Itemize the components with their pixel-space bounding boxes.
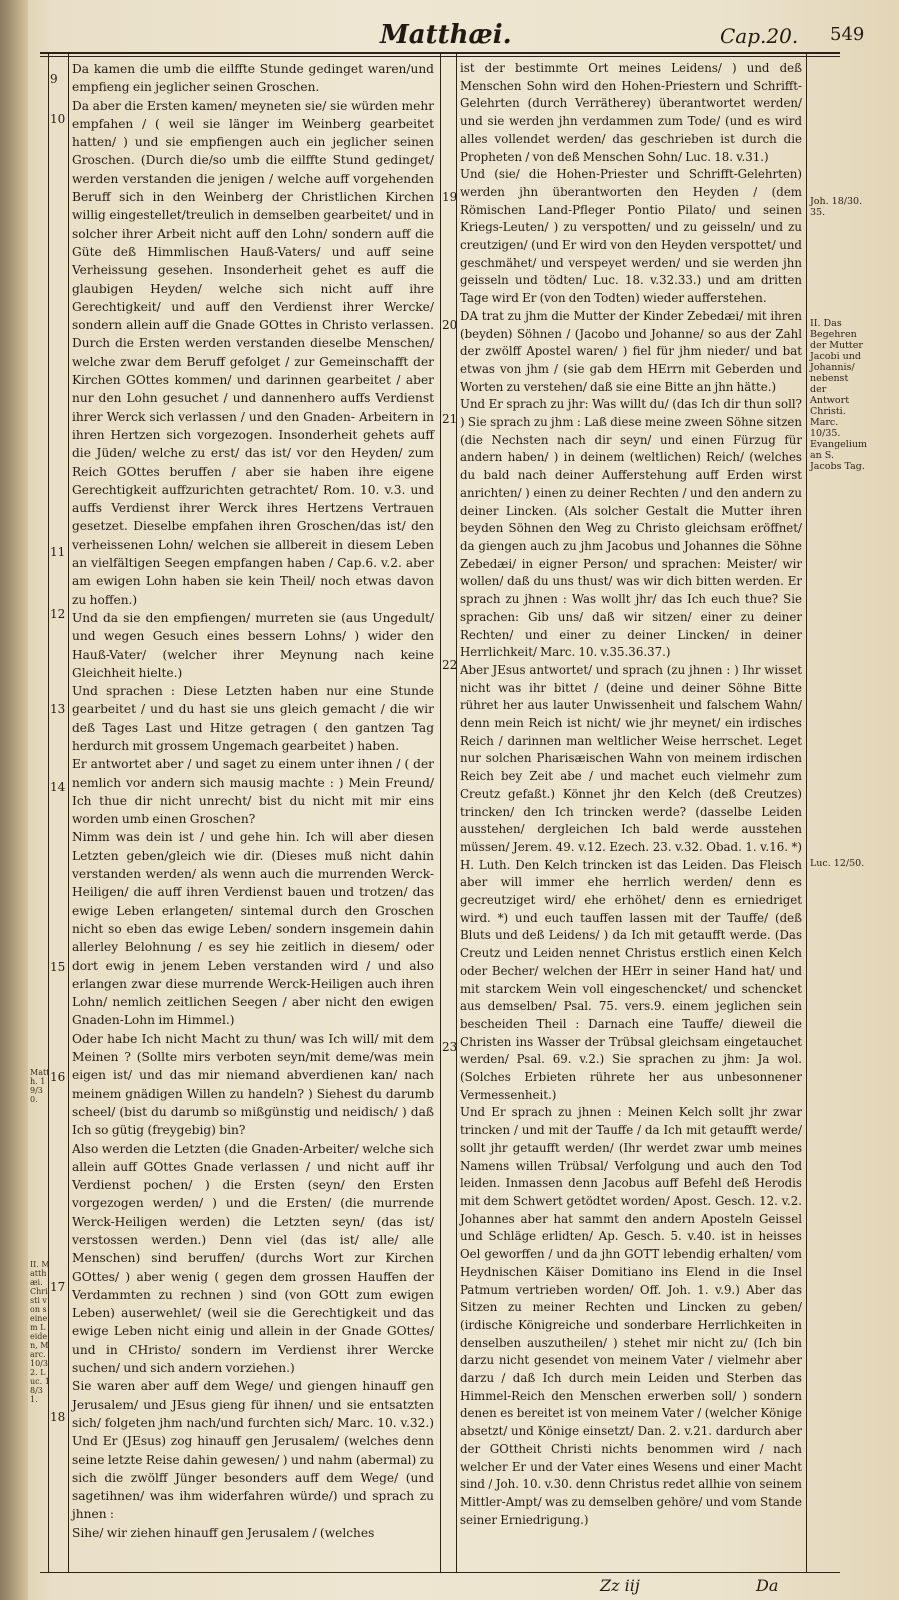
verse-number: 18 <box>50 1410 66 1424</box>
verse-text: Aber JEsus antwortet/ und sprach (zu jhnen : ) Ihr wisset nicht was ihr bittet / (deine und deiner Söhne Bitte rühret her aus lauter Unwissenheit und falschem Wahn/ denn mein Reich ist nicht/ wie jhr meynet/ ein irdisches Reich / darinnen man weltlicher Weise herrschet. Leget nur solchen Pharisæischen Wahn von meinem irdischen Reich bey Zeit abe / und machet euch vielmehr zum Creutz gefaßt.) Könnet jhr den Kelch (deß Creutzes) trincken/ den Ich trincken werde? (dasselbe Leiden ausstehen/ dergleichen Ich bald werde ausstehen müssen/ Jerem. 49. v.12. Ezech. 23. v.32. Obad. 1. v.16. *) H. Luth. Den Kelch trincken ist das Leiden. Das Fleisch aber will immer ehe herrlich werden/ denn es gecreutziget wird/ ehe erhöhet/ denn es erniedriget wird. *) und euch tauffen lassen mit der Tauffe/ (deß Bluts und deß Leidens/ ) da Ich mit getaufft werde. (Das Creutz und Leiden nennet Christus erstlich einen Kelch oder Becher/ welchen der HErr in seiner Hand hat/ und mit starckem Wein voll eingeschencket/ und schencket aus demselben/ Psal. 75. vers.9. einem jeglichen sein bescheiden Theil : Darnach eine Tauffe/ dieweil die Christen ins Wasser der Trübsal gleichsam eingetauchet werden/ Psal. 69. v.2.) Sie sprachen zu jhm: Ja wol. (Solches Erbieten rührete her aus unbesonnener Vermessenheit.) <box>460 662 802 1102</box>
margin-note: II. Das Begehren der Mutter Jacobi und Johannis/ nebenst der Antwort Christi. Marc. 10/35. Evangelium an S. Jacobs Tag. <box>810 318 867 472</box>
signature-mark: Zz iij <box>600 1576 640 1595</box>
verse-text: Und (sie/ die Hohen-Priester und Schrifft-Gelehrten) werden jhn überantworten den Heyden / (dem Römischen Land-Pfleger Pontio Pilato/ und seinen Kriegs-Leuten/ ) zu verspotten/ und zu geisseln/ und zu creutzigen/ (und Er wird von den Heyden verspottet/ und geschmähet/ und verspeyet werden/ und sie werden jhn geisseln und tödten/ Luc. 18. v.32.33.) und am dritten Tage wird Er (von den Todten) wieder aufferstehen. <box>460 167 802 306</box>
running-header <box>0 20 899 52</box>
verse-text: Oder habe Ich nicht Macht zu thun/ was Ich will/ mit dem Meinen ? (Sollte mirs verboten seyn/mit deme/was mein eigen ist/ und das mir niemand abverdienen kan/ nach meinem gnädigen Willen zu handeln? ) Siehest du darumb scheel/ (bist du darumb so mißgünstig und neidisch/ ) daß Ich so gütig (freygebig) bin? <box>72 1031 434 1138</box>
verse-text: DA trat zu jhm die Mutter der Kinder Zebedæi/ mit ihren (beyden) Söhnen / (Jacobo und Johanne/ so aus der Zahl der zwölff Apostel waren/ ) fiel für jhm nieder/ und bat etwas von jhm / (sie gab dem HErrn mit Geberden und Worten zu verstehen/ daß sie eine Bitte an jhn hätte.) <box>460 308 802 394</box>
verse-number: 10 <box>50 112 66 126</box>
verse-text: Er antwortet aber / und saget zu einem unter ihnen / ( der nemlich vor andern sich mausig machte : ) Mein Freund/ Ich thue dir nicht unrecht/ bist du nicht mit mir eins worden umb einen Groschen? <box>72 757 434 827</box>
verse-number: 19 <box>442 190 458 204</box>
right-rule <box>806 52 807 1572</box>
verse-number: 23 <box>442 1040 458 1054</box>
verse-number: 16 <box>50 1070 66 1084</box>
verse-text: Da aber die Ersten kamen/ meyneten sie/ sie würden mehr empfahen / ( weil sie länger im Weinberg gearbeitet hatten/ ) und sie empfiengen auch ein jeglicher seinen Groschen. (Durch die/so umb die eilffte Stund gedinget/ werden verstanden die jenigen / welche auff vorgehenden Beruff sich in den Weinberg der Christlichen Kirchen willig eingestellet/treulich in demselben gearbeitet/ und in solcher ihrer Arbeit nicht auff den Lohn/ sondern auff die Güte deß Himmlischen Hauß-Vaters/ und auff seine Verheissung gesehen. Insonderheit gehet es auff die glaubigen Heyden/ welche sich nicht auff ihre Gerechtigkeit/ und auff den Verdienst ihrer Wercke/ sondern allein auff die Gnade GOttes in Christo verlassen. Durch die Ersten werden verstanden dieselbe Menschen/ welche zwar dem Beruff gefolget / zur Gemeinschafft der Kirchen GOttes kommen/ und darinnen gearbeitet / aber nur den Lohn gesuchet / und dannenhero auffs Verdienst ihrer Werck sich verlassen / und den Gnaden- Arbeitern in ihren Hertzen sich vorgezogen. Insonderheit gehets auff die Jüden/ welche zu erst/ das ist/ vor den Heyden/ zum Reich GOttes beruffen / aber sie haben ihre eigene Gerechtigkeit auffzurichten getrachtet/ Rom. 10. v.3. und auffs Verdienst ihrer Werck ihres Hertzens Vertrauen gesetzet. Dieselbe empfahen ihren Groschen/das ist/ den verheissenen Lohn/ welchen sie allbereit in diesem Leben an vielfältigen Seegen empfangen haben / Cap.6. v.2. aber am ewigen Lohn haben sie kein Theil/ noch etwas davon zu hoffen.) <box>72 98 434 607</box>
verse-text: ist der bestimmte Ort meines Leidens/ ) und deß Menschen Sohn wird den Hohen-Priestern und Schrifft-Gelehrten (durch Verrätherey) überantwortet werden/ und sie werden jhn verdammen zum Tode/ (und es wird alles vollendet werden/ das geschrieben ist durch die Propheten / von deß Menschen Sohn/ Luc. 18. v.31.) <box>460 61 802 164</box>
running-title: Matthæi. <box>380 20 512 50</box>
middle-rule-inner <box>456 52 457 1572</box>
verse-number: 21 <box>442 412 458 426</box>
right-text-column <box>460 60 802 1529</box>
verse-text: Also werden die Letzten (die Gnaden-Arbeiter/ welche sich allein auff GOttes Gnade verlassen / und nicht auff ihr Verdienst pochen/ ) die Ersten (seyn/ den Ersten vorgezogen werden/ ) und die Ersten/ (die murrende Werck-Heiligen werden) die Letzten seyn/ (das ist/ verstossen werden.) Denn viel (das ist/ alle/ alle Menschen) sind beruffen/ (durchs Wort zur Kirchen GOttes/ ) aber wenig ( gegen dem grossen Hauffen der Verdammten zu rechnen ) sind (von GOtt zum ewigen Leben) auserwehlet/ (weil sie die Gerechtigkeit und das ewige Leben nicht einig und allein in der Gnade GOttes/ und in CHristo/ sondern im Verdienst ihrer Wercke suchen/ und sich andern vorziehen.) <box>72 1141 434 1376</box>
verse-text: Und Er sprach zu jhr: Was willt du/ (das Ich dir thun soll? ) Sie sprach zu jhm : Laß diese meine zween Söhne sitzen (die Nechsten nach dir seyn/ und einen Fürzug für andern haben/ ) in deinem (weltlichen) Reich/ (welches du bald nach deiner Aufferstehung auff Erden wirst anrichten/ ) einen zu deiner Rechten / und den andern zu deiner Lincken. (Als solcher Gestalt die Mutter ihren beyden Söhnen den Weg zu Christo gleichsam eröffnet/ da giengen auch zu jhm Jacobus und Johannes die Söhne Zebedæi/ in eigner Person/ und sprachen: Meister/ wir wollen/ daß du uns thust/ was wir dich bitten werden. Er sprach zu jhnen : Was wollt jhr/ das Ich euch thue? Sie sprachen: Gib uns/ daß wir sitzen/ einer zu deiner Rechten/ und einer zu deiner Lincken/ in deiner Herrlichkeit/ Marc. 10. v.35.36.37.) <box>460 397 802 660</box>
verse-number: 20 <box>442 318 458 332</box>
verse-text: Und sprachen : Diese Letzten haben nur eine Stunde gearbeitet / und du hast sie uns gleich gemacht / die wir deß Tages Last und Hitze getragen ( den gantzen Tag herdurch mit grossem Ungemach gearbeitet ) haben. <box>72 684 434 753</box>
verse-number: 11 <box>50 545 66 559</box>
verse-text: Da kamen die umb die eilffte Stunde gedinget waren/und empfieng ein jeglicher seinen Groschen. <box>72 62 434 95</box>
verse-text: Sihe/ wir ziehen hinauff gen Jerusalem / (welches <box>72 1525 375 1540</box>
bottom-rule <box>40 1572 840 1573</box>
page-number: 549 <box>830 24 865 45</box>
verse-text: Und Er sprach zu jhnen : Meinen Kelch sollt jhr zwar trincken / und mit der Tauffe / da Ich mit getaufft werde/ sollt jhr getaufft werden/ (Ihr werdet zwar umb meines Namens willen Trübsal/ Verfolgung und auch den Tod leiden. Inmassen denn Jacobus auff Befehl deß Herodis mit dem Schwert getödtet worden/ Apost. Gesch. 12. v.2. Johannes aber hat sammt den andern Aposteln Geissel und Schläge erlidten/ Ap. Gesch. 5. v.40. ist in heisses Oel geworffen / und da jhn GOTT lebendig erhalten/ vom Heydnischen Käiser Domitiano ins Elend in die Insel Patmum vertrieben worden/ Off. Joh. 1. v.9.) Aber das Sitzen zu meiner Rechten und Lincken zu geben/ (irdische Königreiche und sonderbare Herrlichkeiten in denselben auszutheilen/ ) stehet mir nicht zu/ (Ich bin darzu nicht gesendet von meinem Vater / vielmehr aber darzu / daß Ich durch mein Leiden und Sterben das Himmel-Reich den Menschen erwerben soll/ ) sondern denen es bereitet ist von meinem Vater / (welcher Könige absetzt/ und Könige einsetzt/ Dan. 2. v.21. dardurch aber der GOttheit Christi nichts benommen wird / nach welcher Er und der Vater eines Wesens und einer Macht sind / Joh. 10. v.30. denn Christus redet allhie von seinem Mittler-Ampt/ was zu demselben gehöre/ und vom Stande seiner Erniedrigung.) <box>460 1105 802 1527</box>
verse-number: 13 <box>50 702 66 716</box>
margin-note: II. Matthæi. Christi von seinem Leiden, Marc. 10/32. Luc. 18/31. <box>30 1260 50 1404</box>
left-text-column <box>72 60 434 1542</box>
catchword: Da <box>756 1576 779 1595</box>
margin-note: Matth. 19/30. <box>30 1068 50 1104</box>
verse-number: 14 <box>50 780 66 794</box>
verse-text: Sie waren aber auff dem Wege/ und giengen hinauff gen Jerusalem/ und JEsus gieng für ihnen/ und sie entsatzten sich/ folgeten jhm nach/und furchten sich/ Marc. 10. v.32.) Und Er (JEsus) zog hinauff gen Jerusalem/ (welches denn seine letzte Reise dahin gewesen/ ) und nahm (abermal) zu sich die zwölff Jünger besonders auff dem Wege/ (und sagetihnen/ was ihm widerfahren würde/) und sprach zu jhnen : <box>72 1379 434 1522</box>
middle-rule <box>440 52 441 1572</box>
margin-note: Joh. 18/30. 35. <box>810 196 863 218</box>
verse-text: Und da sie den empfiengen/ murreten sie (aus Ungedult/ und wegen Gesuch eines bessern Lohns/ ) wider den Hauß-Vater/ (welcher ihrer Meynung nach keine Gleichheit hielte.) <box>72 610 434 680</box>
chapter-label: Cap.20. <box>720 24 799 48</box>
margin-note: Luc. 12/50. <box>810 858 865 869</box>
verse-number: 15 <box>50 960 66 974</box>
left-rule-inner <box>68 52 69 1572</box>
page-footer <box>0 1576 899 1598</box>
page-gutter <box>0 0 28 1600</box>
verse-number: 22 <box>442 658 458 672</box>
verse-number: 9 <box>50 72 58 86</box>
verse-text: Nimm was dein ist / und gehe hin. Ich will aber diesen Letzten geben/gleich wie dir. (Dieses muß nicht dahin verstanden werden/ als wenn auch die murrenden Werck-Heiligen/ die auff ihren Verdienst bauen und trotzen/ das ewige Leben erlangeten/ sintemal durch den Groschen nicht so eben das ewige Leben/ sondern insgemein dahin allerley Belohnung / es sey hie zeitlich in diesem/ oder dort ewig in jenem Leben verstanden wird / und also erlangen zwar diese murrende Werck-Heiligen auch ihren Lohn/ nemlich zeitlichen Seegen / aber nicht den ewigen Gnaden-Lohn im Himmel.) <box>72 830 434 1028</box>
verse-number: 17 <box>50 1280 66 1294</box>
verse-number: 12 <box>50 607 66 621</box>
